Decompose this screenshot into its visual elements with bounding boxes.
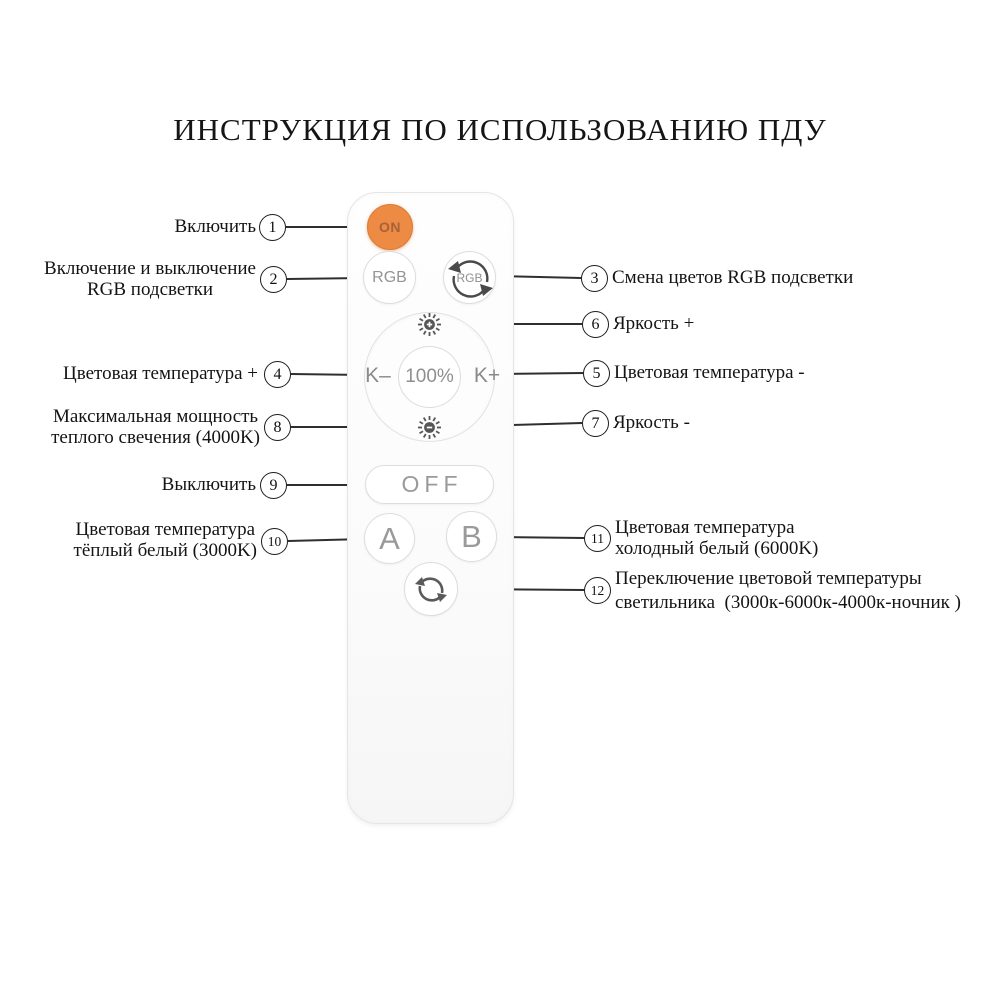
- callout-7-marker: 7: [582, 410, 609, 437]
- callout-6-label: Яркость +: [613, 313, 695, 334]
- rgb-color-cycle-button[interactable]: [443, 251, 496, 304]
- full-power-label: 100%: [405, 366, 454, 387]
- callout-6-marker: 6: [582, 311, 609, 338]
- brightness-minus-icon[interactable]: [416, 414, 443, 441]
- preset-b-label: B: [461, 518, 482, 554]
- callout-12-marker: 12: [584, 577, 611, 604]
- color-temp-plus-key[interactable]: K+: [473, 364, 501, 387]
- callout-7-label: Яркость -: [613, 412, 690, 433]
- callout-5-marker: 5: [583, 360, 610, 387]
- callout-4-label: Цветовая температура +: [63, 363, 258, 384]
- rgb-cycle-label: RGB: [456, 270, 483, 285]
- power-off-label: OFF: [401, 471, 463, 497]
- callout-4-marker: 4: [264, 361, 291, 388]
- preset-b-button[interactable]: [446, 511, 497, 562]
- callout-8-label: Максимальная мощность теплого свечения (4000K): [51, 406, 260, 448]
- color-temp-minus-key[interactable]: K–: [365, 364, 391, 387]
- callout-3-label: Смена цветов RGB подсветки: [612, 267, 854, 288]
- callout-2-label: Включение и выключение RGB подсветки: [44, 258, 256, 300]
- rgb-toggle-label: RGB: [372, 268, 407, 286]
- callout-1-label: Включить: [174, 216, 256, 237]
- power-off-button[interactable]: [365, 465, 494, 504]
- callout-8-marker: 8: [264, 414, 291, 441]
- callout-5-label: Цветовая температура -: [614, 362, 805, 383]
- callout-11-label: Цветовая температура холодный белый (6000K): [615, 517, 819, 559]
- power-on-button[interactable]: [367, 204, 413, 250]
- preset-a-label: A: [379, 520, 400, 556]
- callout-9-label: Выключить: [161, 474, 256, 495]
- power-on-label: ON: [379, 219, 401, 235]
- preset-a-button[interactable]: [364, 513, 415, 564]
- brightness-plus-icon[interactable]: [416, 311, 443, 338]
- callout-12-label: Переключение цветовой температуры светильника (3000к-6000к-4000к-ночник ): [615, 568, 961, 613]
- callout-3-marker: 3: [581, 265, 608, 292]
- color-cycle-icon: [411, 569, 451, 609]
- full-power-button[interactable]: [398, 346, 461, 408]
- page-title: ИНСТРУКЦИЯ ПО ИСПОЛЬЗОВАНИЮ ПДУ: [173, 112, 827, 147]
- temperature-cycle-button[interactable]: [404, 562, 458, 616]
- callout-1-marker: 1: [259, 214, 286, 241]
- rgb-toggle-button[interactable]: [363, 251, 416, 304]
- callout-2-marker: 2: [260, 266, 287, 293]
- callout-11-marker: 11: [584, 525, 611, 552]
- callout-10-label: Цветовая температура тёплый белый (3000K): [73, 519, 257, 561]
- callout-9-marker: 9: [260, 472, 287, 499]
- callout-10-marker: 10: [261, 528, 288, 555]
